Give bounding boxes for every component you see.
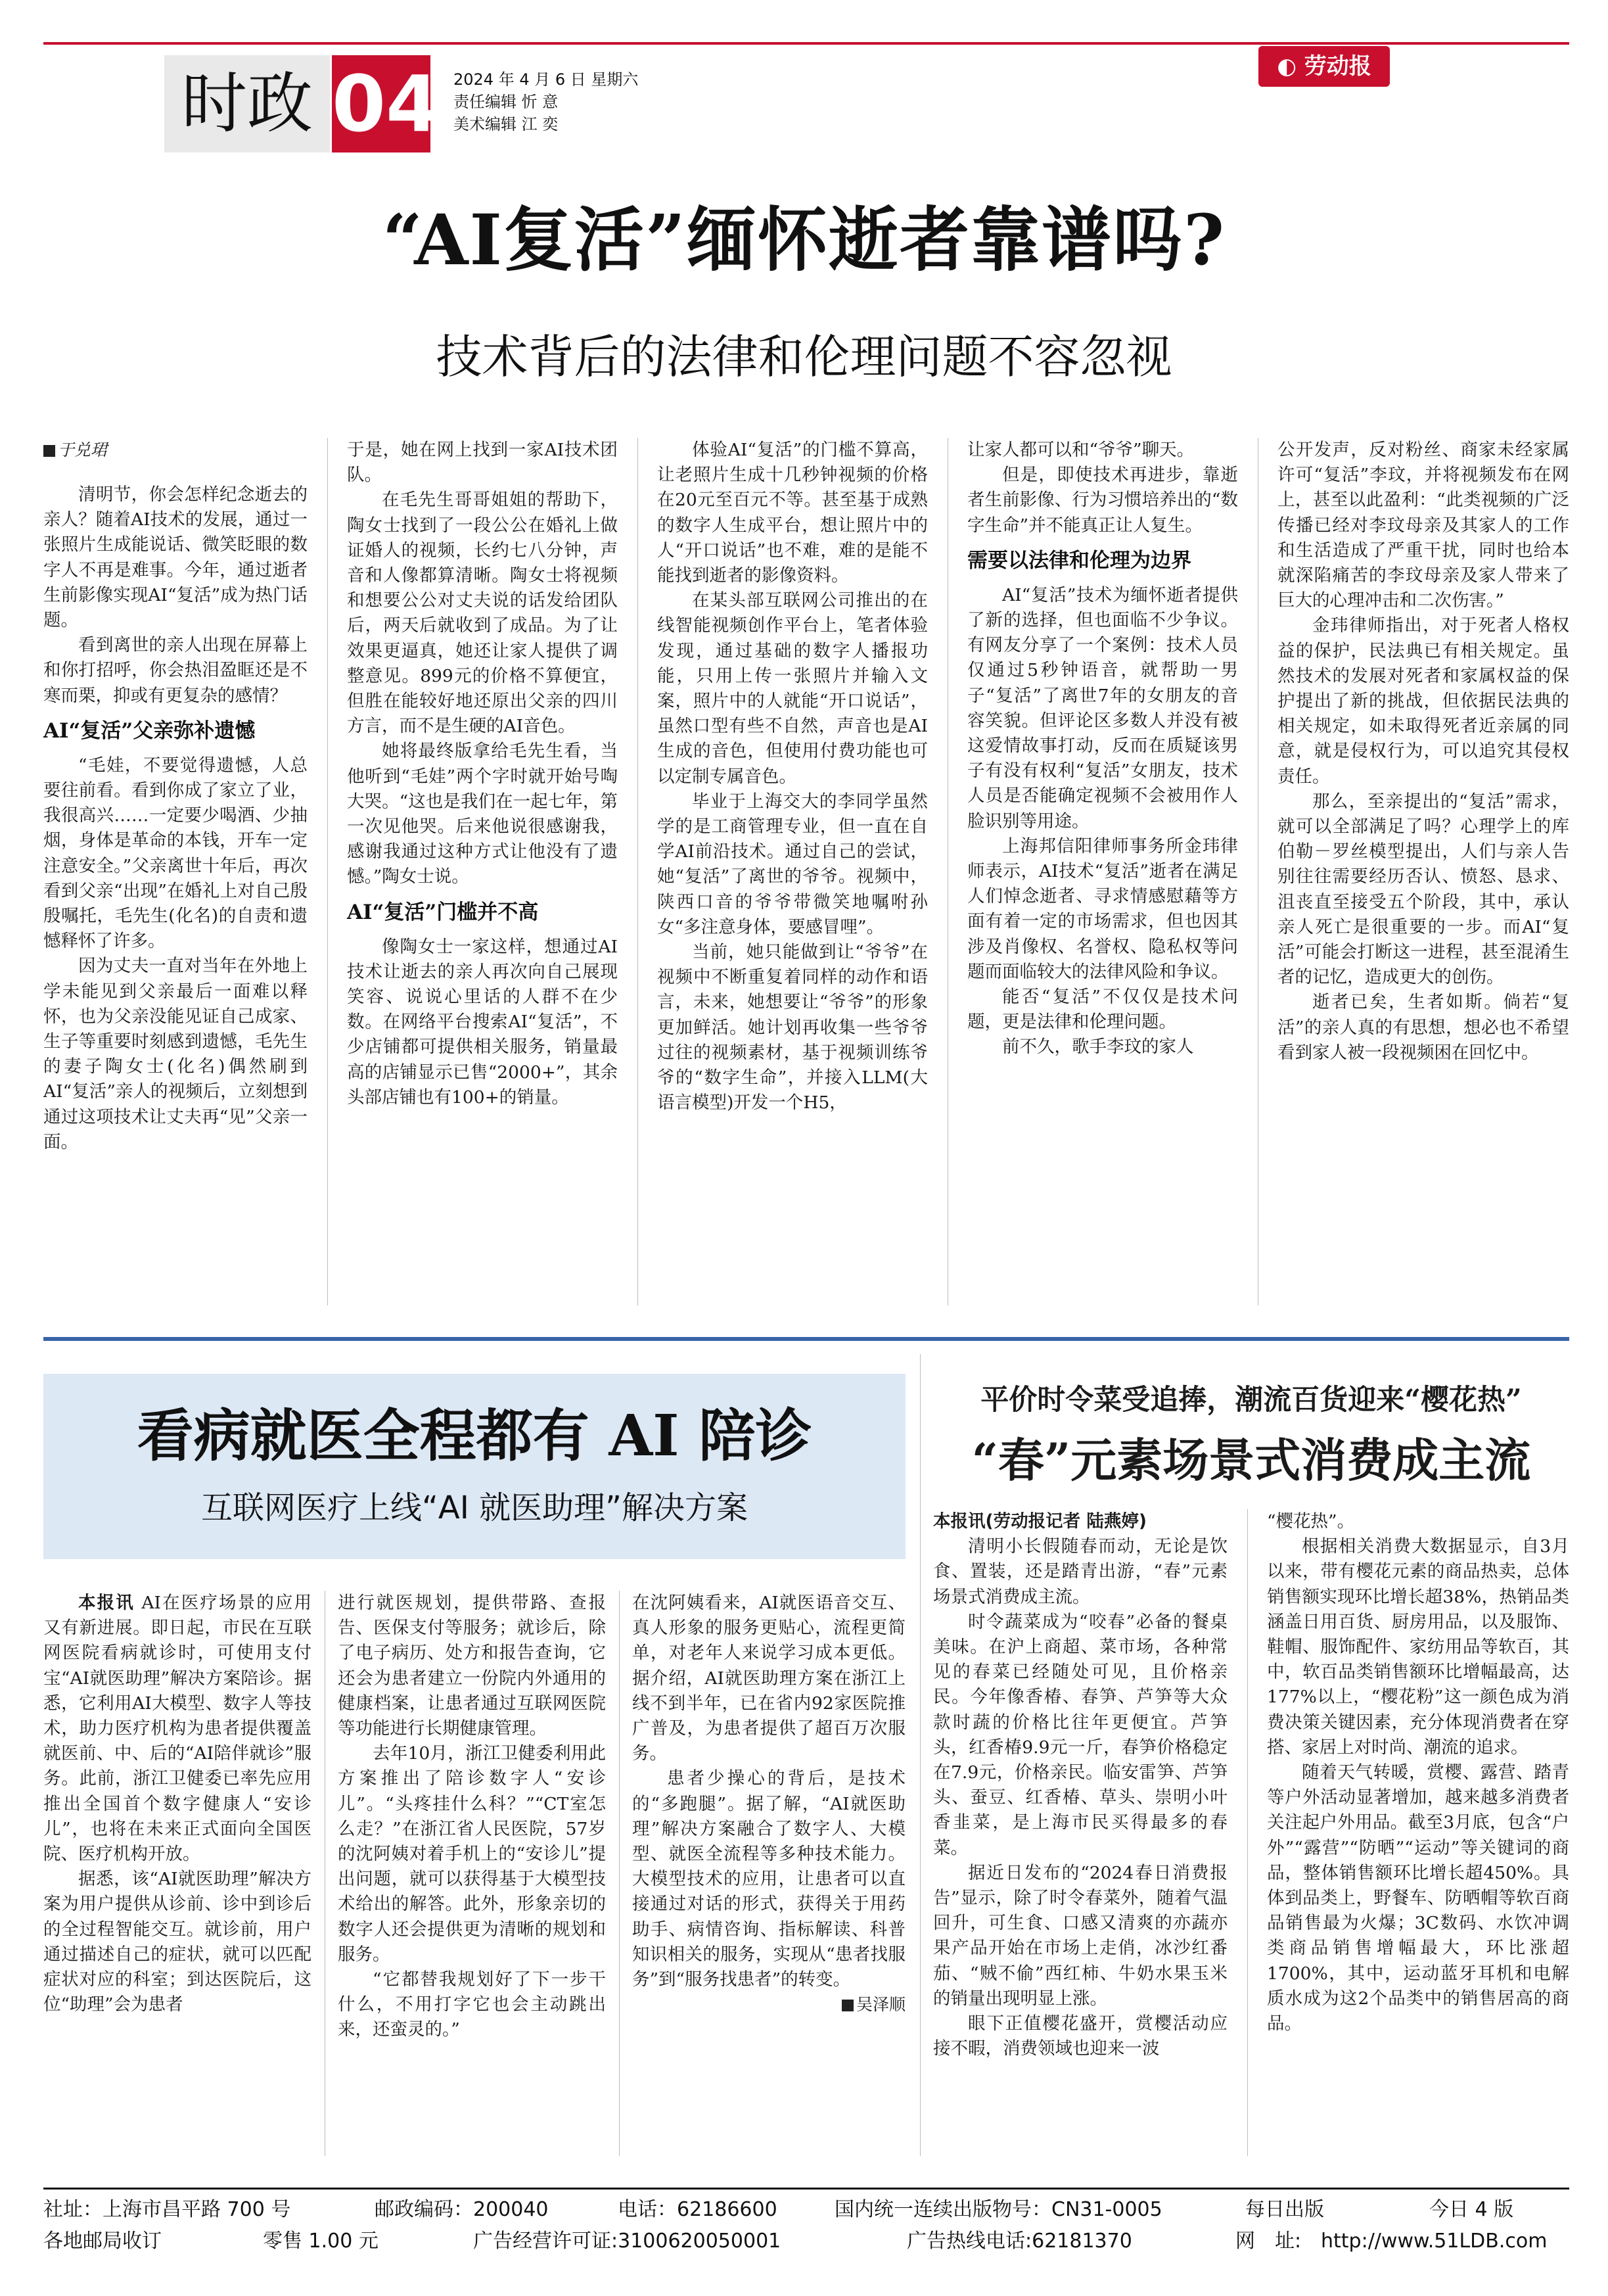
paragraph: 那么，至亲提出的“复活”需求，就可以全部满足了吗？心理学上的库伯勒－罗丝模型提出，人们与亲人告别往往需要经历否认、愤怒、恳求、沮丧直至接受五个阶段，其中，承认亲人死亡是很重要的一步。而AI“复活”可能会打断这一进程，甚至混淆生者的记忆，造成更大的创伤。 xyxy=(1277,791,1569,988)
paragraph: 她将最终版拿给毛先生看，当他听到“毛娃”两个字时就开始号啕大哭。“这也是我们在一起七年，第一次见他哭。后来他说很感谢我，感谢我通过这种方式让他没有了遗憾。”陶女士说。 xyxy=(347,741,618,887)
column-divider xyxy=(327,438,328,1305)
newspaper-logo xyxy=(1258,46,1390,87)
footer-rule xyxy=(43,2188,1569,2190)
main-col-3 xyxy=(657,438,928,1115)
main-subheadline: 技术背后的法律和伦理问题不容忽视 xyxy=(436,330,1172,384)
paragraph: 逝者已矣，生者如斯。倘若“复活”的亲人真的有思想，想必也不希望看到家人被一段视频困在回忆中。 xyxy=(1277,992,1569,1063)
footer-subscribe: 各地邮局收订 xyxy=(43,2230,162,2253)
main-col-4 xyxy=(967,438,1238,1060)
lead-tag: 本报讯 xyxy=(78,1593,135,1613)
paragraph: “它都替我规划好了下一步干什么，不用打字它也会主动跳出来，还蛮灵的。” xyxy=(338,1969,606,2040)
byline-square-icon xyxy=(43,445,55,457)
header-meta xyxy=(453,68,638,135)
footer-phone: 电话：62186600 xyxy=(618,2198,777,2221)
paragraph: 根据相关消费大数据显示，自3月以来，带有樱花元素的商品热卖，总体销售额实现环比增长超38%，热销品类涵盖日用百货、厨房用品，以及服饰、鞋帽、服饰配件、家纺用品等软百，其中，软百品类销售额环比增幅最高，达177%以上，“樱花粉”这一颜色成为消费决策关键因素，充分体现消费者在穿搭、家居上对时尚、潮流的追求。 xyxy=(1267,1536,1569,1758)
main-byline: 于兑珺 xyxy=(43,438,308,463)
subheading: AI“复活”父亲弥补遗憾 xyxy=(43,718,256,743)
paragraph: 前不久，歌手李玟的家人 xyxy=(1002,1037,1194,1058)
paragraph: 患者少操心的背后，是技术的“多跑腿”。据了解，“AI就医助理”解决方案融合了数字人、大模型、就医全流程等多种技术能力。大模型技术的应用，让患者可以直接通过对话的形式，获得关于用药助手、病情咨询、指标解读、科普知识相关的服务，实现从“患者找服务”到“服务找患者”的转变。 xyxy=(632,1768,906,1990)
paragraph: 去年10月，浙江卫健委利用此方案推出了陪诊数字人“安诊儿”。“头疼挂什么科？”“CT室怎么走？”在浙江省人民医院，57岁的沈阿姨对着手机上的“安诊儿”提出问题，就可以获得基于大模型技术给出的解答。此外，形象亲切的数字人还会提供更为清晰的规划和服务。 xyxy=(338,1743,606,1965)
paragraph: 本报讯 AI在医疗场景的应用又有新进展。即日起，市民在互联网医院看病就诊时，可使用支付宝“AI就医助理”解决方案陪诊。据悉，它利用AI大模型、数字人等技术，助力医疗机构为患者提供覆盖就医前、中、后的“AI陪伴就诊”服务。此前，浙江卫健委已率先应用推出全国首个数字健康人“安诊儿”，也将在未来正式面向全国医院、医疗机构开放。 xyxy=(43,1593,311,1865)
paragraph: 像陶女士一家这样，想通过AI技术让逝去的亲人再次向自己展现笑容、说说心里话的人群不在少数。在网络平台搜索AI“复活”，不少店铺都可提供相关服务，销量最高的店铺显示已售“2000+”，其余头部店铺也有100+的销量。 xyxy=(347,936,618,1108)
paragraph: 在毛先生哥哥姐姐的帮助下，陶女士找到了一段公公在婚礼上做证婚人的视频，长约七八分钟，声音和人像都算清晰。陶女士将视频和想要公公对丈夫说的话发给团队后，两天后就收到了成品。为了让效果更逼真，她还让家人提供了调整意见。899元的价格不算便宜，但胜在能较好地还原出父亲的四川方言，而不是生硬的AI音色。 xyxy=(347,490,618,737)
footer-daily: 每日出版 xyxy=(1245,2198,1324,2221)
paragraph: 当前，她只能做到让“爷爷”在视频中不断重复着同样的动作和语言，未来，她想要让“爷爷”的形象更加鲜活。她计划再收集一些爷爷过往的视频素材，基于视频训练爷爷的“数字生命”，并接入LLM(大语言模型)开发一个H5， xyxy=(657,942,928,1113)
header-top-rule xyxy=(43,42,1569,45)
column-divider xyxy=(920,1354,921,2156)
footer-address: 社址：上海市昌平路 700 号 xyxy=(43,2198,291,2221)
paragraph: 让家人都可以和“爷爷”聊天。 xyxy=(967,440,1195,460)
footer-ad-license: 广告经营许可证:3100620050001 xyxy=(473,2230,781,2253)
logo-text: 劳动报 xyxy=(1304,53,1371,80)
footer-website-label: 网 址: xyxy=(1235,2230,1302,2253)
article2-col-2 xyxy=(338,1591,606,2043)
paragraph: 时令蔬菜成为“咬春”必备的餐桌美味。在沪上商超、菜市场，各种常见的春菜已经随处可见，且价格亲民。今年像香椿、春笋、芦笋等大众款时蔬的价格比往年更便宜。芦笋头，红香椿9.9元一斤，春笋价格稳定在7.9元，价格亲民。临安雷笋、芦笋头、蚕豆、红香椿、草头、崇明小叶香韭菜，是上海市民买得最多的春菜。 xyxy=(933,1611,1228,1858)
article2-col-3 xyxy=(632,1591,906,2017)
paragraph: 眼下正值樱花盛开，赏樱活动应接不暇，消费领域也迎来一波 xyxy=(933,2013,1228,2059)
logo-mark-icon: ◐ xyxy=(1277,53,1297,80)
paragraph: 看到离世的亲人出现在屏幕上和你打招呼，你会热泪盈眶还是不寒而栗，抑或有更复杂的感情？ xyxy=(43,635,308,706)
main-col-1 xyxy=(43,438,308,1155)
column-divider xyxy=(637,438,638,1305)
main-col-5 xyxy=(1277,438,1569,1066)
paragraph: 随着天气转暖，赏樱、露营、踏青等户外活动显著增加，越来越多消费者关注起户外用品。截至3月底，包含“户外”“露营”“防晒”“运动”等关键词的商品，整体销售额环比增长超450%。具体到品类上，野餐车、防晒帽等软百商品销售最为火爆；3C数码、水饮冲调类商品销售增幅最大，环比涨超1700%，其中，运动蓝牙耳机和电解质水成为这2个品类中的销售居高的商品。 xyxy=(1267,1762,1569,2034)
paragraph: 上海邦信阳律师事务所金玮律师表示，AI技术“复活”逝者在满足人们悼念逝者、寻求情感慰藉等方面有着一定的市场需求，但也因其涉及肖像权、名誉权、隐私权等问题而面临较大的法律风险和争议。 xyxy=(967,835,1238,982)
subheading: AI“复活”门槛并不高 xyxy=(347,900,539,924)
article3-byline: 本报讯(劳动报记者 陆燕婷) xyxy=(933,1511,1147,1532)
article2-subheadline: 互联网医疗上线“AI 就医助理”解决方案 xyxy=(201,1489,748,1526)
byline-square-icon xyxy=(842,2000,854,2011)
paragraph: 于是，她在网上找到一家AI技术团队。 xyxy=(347,440,618,486)
responsible-editor: 责任编辑 忻 意 xyxy=(453,93,559,111)
paragraph: 公开发声，反对粉丝、商家未经家属许可“复活”李玟，并将视频发布在网上，甚至以此盈利：“此类视频的广泛传播已经对李玟母亲及其家人的工作和生活造成了严重干扰，同时也给本就深陷痛苦的李玟母亲及家人带来了巨大的心理冲击和二次伤害。” xyxy=(1277,440,1569,611)
subheading: 需要以法律和伦理为边界 xyxy=(967,548,1191,573)
paragraph: 据悉，该“AI就医助理”解决方案为用户提供从诊前、诊中到诊后的全过程智能交互。就诊前，用户通过描述自己的症状，就可以匹配症状对应的科室；到达医院后，这位“助理”会为患者 xyxy=(43,1869,311,2015)
column-divider xyxy=(1247,1509,1248,2156)
footer-website[interactable]: http://www.51LDB.com xyxy=(1321,2230,1548,2253)
article3-col-2 xyxy=(1267,1509,1569,2036)
article3-kicker: 平价时令菜受追捧，潮流百货迎来“樱花热” xyxy=(980,1384,1522,1417)
footer-ad-phone: 广告热线电话:62181370 xyxy=(907,2230,1132,2253)
article3-headline: “春”元素场景式消费成主流 xyxy=(971,1433,1531,1488)
paragraph: 清明节，你会怎样纪念逝去的亲人？随着AI技术的发展，通过一张照片生成能说话、微笑眨眼的数字人不再是难事。今年，通过逝者生前影像实现AI“复活”成为热门话题。 xyxy=(43,484,308,631)
paragraph: 体验AI“复活”的门槛不算高，让老照片生成十几秒钟视频的价格在20元至百元不等。甚至基于成熟的数字人生成平台，想让照片中的人“开口说话”也不难，难的是能不能找到逝者的影像资料。 xyxy=(657,440,928,586)
paragraph: 能否“复活”不仅仅是技术问题，更是法律和伦理问题。 xyxy=(967,987,1238,1033)
footer-price: 零售 1.00 元 xyxy=(263,2230,379,2253)
paragraph: “樱花热”。 xyxy=(1267,1511,1355,1532)
paragraph: 在某头部互联网公司推出的在线智能视频创作平台上，笔者体验发现，通过基础的数字人播报功能，只用上传一张照片并输入文案，照片中的人就能“开口说话”，虽然口型有些不自然，声音也是AI生成的音色，但使用付费功能也可以定制专属音色。 xyxy=(657,590,928,787)
paragraph: 进行就医规划，提供带路、查报告、医保支付等服务；就诊后，除了电子病历、处方和报告查询，它还会为患者建立一份院内外通用的健康档案，让患者通过互联网医院等功能进行长期健康管理。 xyxy=(338,1593,606,1739)
article2-headline: 看病就医全程都有 AI 陪诊 xyxy=(137,1403,812,1469)
article2-col-1 xyxy=(43,1591,311,2017)
footer-cn-number: 国内统一连续出版物号：CN31-0005 xyxy=(835,2198,1162,2221)
section-divider-rule xyxy=(43,1337,1569,1341)
main-headline: “AI复活”缅怀逝者靠谱吗? xyxy=(382,199,1226,281)
paragraph: 但是，即使技术再进步，靠逝者生前影像、行为习惯培养出的“数字生命”并不能真正让人复生。 xyxy=(967,465,1238,536)
paragraph: 据近日发布的“2024春日消费报告”显示，除了时令春菜外，随着气温回升，可生食、口感又清爽的亦蔬亦果产品开始在市场上走俏，冰沙红番茄、“贼不偷”西红柿、牛奶水果玉米的销量出现明显上涨。 xyxy=(933,1862,1228,2009)
article2-byline: 吴泽顺 xyxy=(632,1992,906,2017)
paragraph: 金玮律师指出，对于死者人格权益的保护，民法典已有相关规定。虽然技术的发展对死者和家属权益的保护提出了新的挑战，但依据民法典的相关规定，如未取得死者近亲属的同意，就是侵权行为，可以追究其侵权责任。 xyxy=(1277,615,1569,787)
page-number: 04 xyxy=(332,55,430,152)
paragraph: 毕业于上海交大的李同学虽然学的是工商管理专业，但一直在自学AI前沿技术。通过自己的尝试，她“复活”了离世的爷爷。视频中，陕西口音的爷爷带微笑地嘱咐孙女“多注意身体，要感冒哩”。 xyxy=(657,791,928,937)
footer-pages: 今日 4 版 xyxy=(1429,2198,1514,2221)
section-label: 时政 xyxy=(181,65,313,142)
paragraph: “毛娃，不要觉得遗憾，人总要往前看。看到你成了家立了业，我很高兴……一定要少喝酒、少抽烟，身体是革命的本钱，开车一定注意安全。”父亲离世十年后，再次看到父亲“出现”在婚礼上对自己殷殷嘱托，毛先生(化名)的自责和遗憾释怀了许多。 xyxy=(43,755,308,952)
column-divider xyxy=(619,1591,620,2156)
paragraph: 在沈阿姨看来，AI就医语音交互、真人形象的服务更贴心，流程更简单，对老年人来说学习成本更低。据介绍，AI就医助理方案在浙江上线不到半年，已在省内92家医院推广普及，为患者提供了超百万次服务。 xyxy=(632,1593,906,1764)
footer-postcode: 邮政编码：200040 xyxy=(375,2198,549,2221)
paragraph: 因为丈夫一直对当年在外地上学未能见到父亲最后一面难以释怀，也为父亲没能见证自己成家、生子等重要时刻感到遗憾，毛先生的妻子陶女士(化名)偶然刷到AI“复活”亲人的视频后，立刻想到通过这项技术让丈夫再“见”父亲一面。 xyxy=(43,956,308,1152)
main-col-2 xyxy=(347,438,618,1110)
article3-col-1 xyxy=(933,1509,1228,2061)
paragraph: 清明小长假随春而动，无论是饮食、置装，还是踏青出游，“春”元素场景式消费成主流。 xyxy=(933,1536,1228,1607)
issue-date: 2024 年 4 月 6 日 星期六 xyxy=(453,70,639,89)
paragraph: AI“复活”技术为缅怀逝者提供了新的选择，但也面临不少争议。有网友分享了一个案例：技术人员仅通过5秒钟语音，就帮助一男子“复活”了离世7年的女朋友的音容笑貌。但评论区多数人并没有被这爱情故事打动，反而在质疑该男子有没有权利“复活”女朋友，技术人员是否能确定视频不会被用作人脸识别等用途。 xyxy=(967,584,1238,832)
art-editor: 美术编辑 江 奕 xyxy=(453,115,559,133)
